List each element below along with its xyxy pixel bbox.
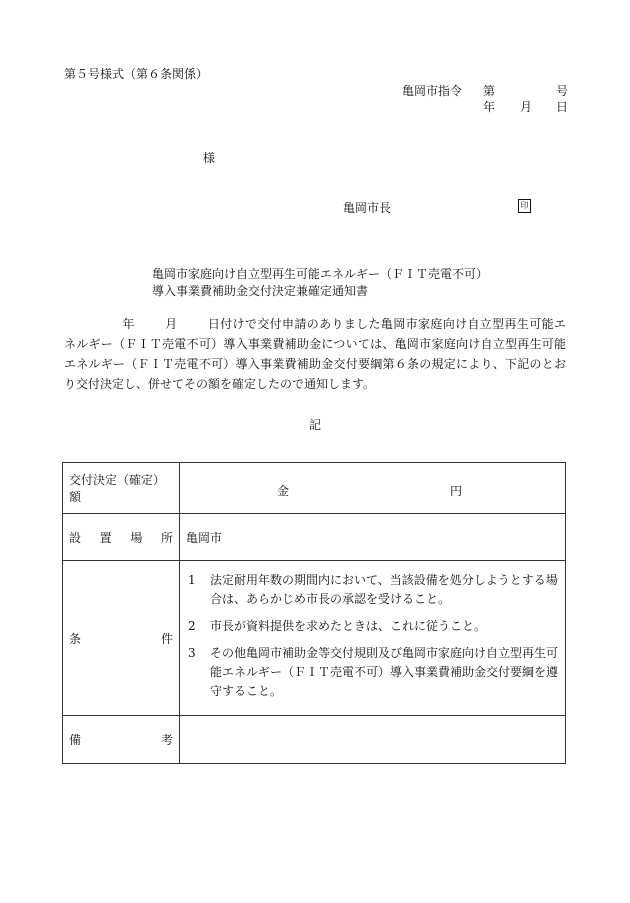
condition-item bbox=[188, 644, 559, 701]
date-day-label: 日 bbox=[556, 100, 569, 114]
reference-number-row bbox=[402, 82, 567, 98]
condition-text: 市長が資料提供を求めたときは、これに従うこと。 bbox=[210, 619, 487, 633]
location-label-char: 所 bbox=[160, 530, 173, 545]
condition-number: 3 bbox=[188, 646, 196, 660]
amount-value-cell bbox=[180, 463, 566, 514]
condition-number: 2 bbox=[188, 619, 196, 633]
amount-row bbox=[63, 463, 566, 514]
sender-name: 亀岡市長 bbox=[343, 201, 392, 215]
body-paragraph: 日付けで交付申請のありました亀岡市家庭向け自立型再生可能エネルギー（ＦＩＴ売電不可）導入事業費補助金については、亀岡市家庭向け自立型再生可能エネルギー（ＦＩＴ売電不可）導入事業費補助金交付要綱第６条の規定により、下記のとおり交付決定し、併せてその額を確定したので通知します。 bbox=[64, 317, 566, 391]
remarks-label-char: 備 bbox=[69, 733, 82, 747]
amount-label: 交付決定（確定）額 bbox=[63, 463, 180, 514]
condition-text: その他亀岡市補助金等交付規則及び亀岡市家庭向け自立型再生可能エネルギー（ＦＩＴ売電不可）導入事業費補助金交付要綱を遵守すること。 bbox=[210, 646, 559, 698]
condition-item bbox=[188, 571, 559, 609]
addressee-honorific: 様 bbox=[203, 151, 216, 165]
reference-go: 号 bbox=[556, 84, 569, 98]
conditions-row bbox=[63, 561, 566, 716]
date-month-label: 月 bbox=[520, 100, 533, 114]
condition-item bbox=[188, 617, 559, 636]
remarks-label bbox=[63, 716, 180, 764]
location-value: 亀岡市 bbox=[180, 514, 566, 561]
details-table bbox=[62, 462, 566, 764]
body-year-label: 年 bbox=[122, 317, 135, 331]
seal-mark: 印 bbox=[518, 199, 531, 213]
conditions-cell bbox=[180, 561, 566, 716]
ki-heading: 記 bbox=[309, 418, 322, 432]
date-year-label: 年 bbox=[483, 100, 496, 114]
location-label-char: 設 bbox=[69, 530, 82, 545]
remarks-row bbox=[63, 716, 566, 764]
document-title-line2: 導入事業費補助金交付決定兼確定通知書 bbox=[152, 284, 369, 298]
remarks-label-char: 考 bbox=[160, 733, 173, 747]
conditions-label-char: 条 bbox=[69, 631, 82, 646]
reference-dai: 第 bbox=[483, 84, 496, 98]
form-number-label: 第５号様式（第６条関係） bbox=[64, 67, 209, 81]
location-row bbox=[63, 514, 566, 561]
reference-prefix: 亀岡市指令 bbox=[402, 84, 463, 98]
notice-body bbox=[64, 314, 566, 394]
location-label bbox=[63, 514, 180, 561]
location-label-char: 置 bbox=[99, 530, 112, 545]
amount-yen: 円 bbox=[450, 484, 463, 498]
body-month-label: 月 bbox=[164, 317, 178, 331]
condition-number: 1 bbox=[188, 573, 196, 587]
conditions-label-char: 件 bbox=[160, 631, 173, 646]
location-label-char: 場 bbox=[130, 530, 143, 545]
issue-date-row bbox=[480, 98, 567, 114]
condition-text: 法定耐用年数の期間内において、当該設備を処分しようとする場合は、あらかじめ市長の承認を受けること。 bbox=[210, 573, 558, 606]
document-title-line1: 亀岡市家庭向け自立型再生可能エネルギー（ＦＩＴ売電不可） bbox=[152, 267, 489, 281]
conditions-label bbox=[63, 561, 180, 716]
amount-kin: 金 bbox=[277, 484, 290, 498]
remarks-value bbox=[180, 716, 566, 764]
